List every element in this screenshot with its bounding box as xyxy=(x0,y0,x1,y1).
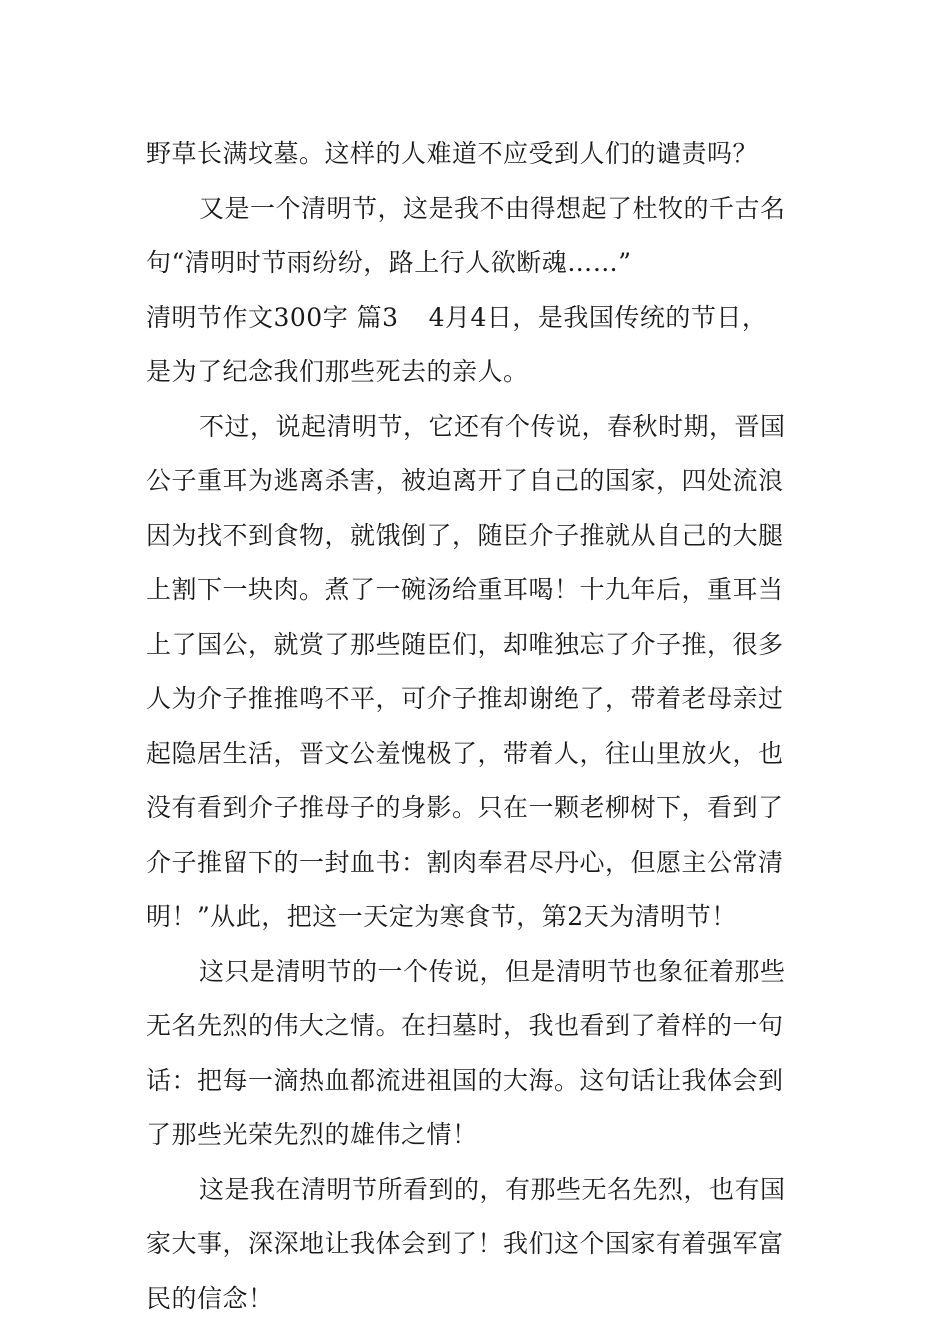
section-heading-line xyxy=(146,291,816,346)
text-line: 公子重耳为逃离杀害，被迫离开了自己的国家，四处流浪 xyxy=(146,466,784,495)
text-line: 人为介子推推鸣不平，可介子推却谢绝了，带着老母亲过 xyxy=(146,684,784,713)
section-first-line: 4月4日，是我国传统的节日， xyxy=(428,302,768,332)
text-line: 了那些光荣先烈的雄伟之情！ xyxy=(146,1120,478,1149)
paragraph-start-line: 不过，说起清明节，它还有个传说，春秋时期，晋国 xyxy=(199,411,786,441)
text-line: 家大事，深深地让我体会到了！我们这个国家有着强军富 xyxy=(146,1229,784,1258)
text-line: 介子推留下的一封血书：割肉奉君尽丹心，但愿主公常清 xyxy=(146,847,784,877)
text-line: 话：把每一滴热血都流进祖国的大海。这句话让我体会到 xyxy=(146,1065,784,1095)
article-body xyxy=(146,127,816,1326)
text-line: 上割下一块肉。煮了一碗汤给重耳喝！十九年后，重耳当 xyxy=(146,575,784,604)
text-line: 民的信念！ xyxy=(146,1283,274,1313)
text-line: 因为找不到食物，就饿倒了，随臣介子推就从自己的大腿 xyxy=(146,520,784,550)
text-line: 上了国公，就赏了那些随臣们，却唯独忘了介子推，很多 xyxy=(146,629,784,659)
text-line: 野草长满坟墓。这样的人难道不应受到人们的谴责吗？ xyxy=(146,139,759,168)
text-line: 句“清明时节雨纷纷，路上行人欲断魂……” xyxy=(146,248,632,277)
paragraph-start-line: 这是我在清明节所看到的，有那些无名先烈，也有国 xyxy=(199,1174,786,1204)
text-line: 明！”从此，把这一天定为寒食节，第2天为清明节！ xyxy=(146,902,737,931)
text-line: 没有看到介子推母子的身影。只在一颗老柳树下，看到了 xyxy=(146,793,784,822)
paragraph-start-line: 又是一个清明节，这是我不由得想起了杜牧的千古名 xyxy=(199,193,786,223)
paragraph-start-line: 这只是清明节的一个传说，但是清明节也象征着那些 xyxy=(199,956,786,986)
text-line: 是为了纪念我们那些死去的亲人。 xyxy=(146,357,529,386)
text-line: 无名先烈的伟大之情。在扫墓时，我也看到了着样的一句 xyxy=(146,1011,784,1040)
text-line: 起隐居生活，晋文公羞愧极了，带着人，往山里放火，也 xyxy=(146,738,784,768)
section-heading: 清明节作文300字 篇3 xyxy=(146,302,399,332)
